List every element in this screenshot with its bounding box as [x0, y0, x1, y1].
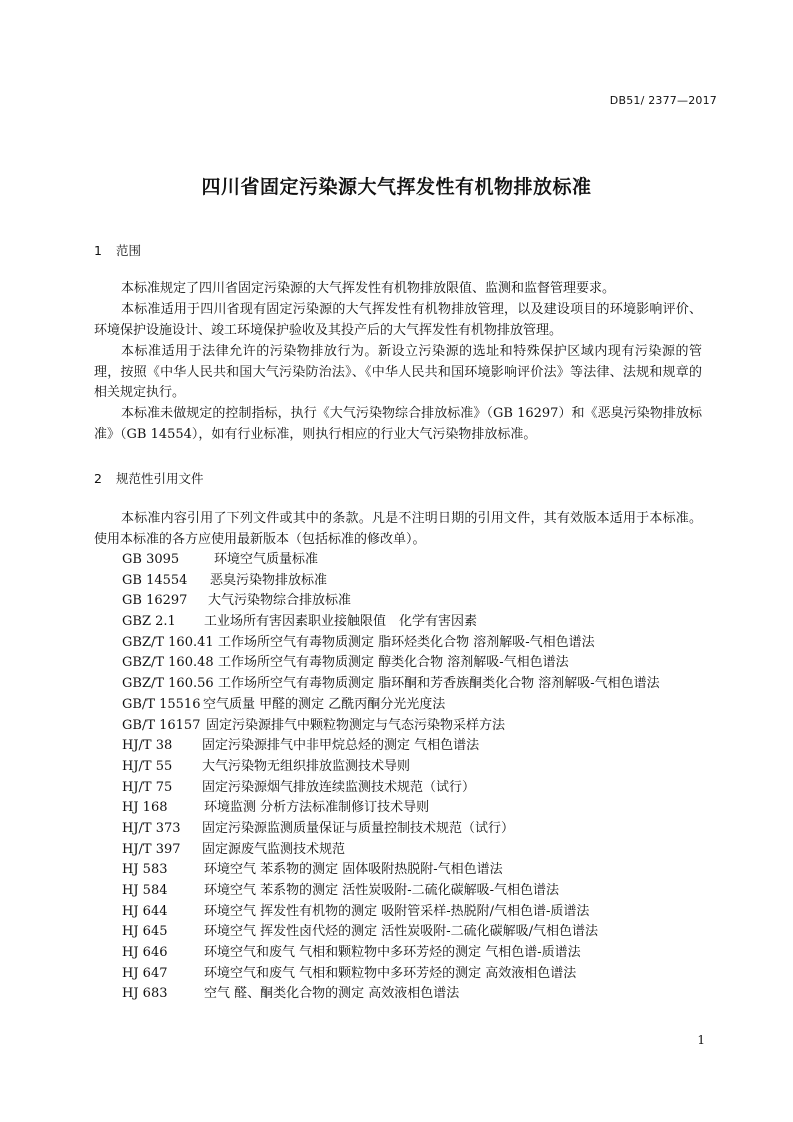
section-1-heading	[94, 241, 141, 259]
section-1-paragraph-2: 本标准适用于四川省现有固定污染源的大气挥发性有机物排放管理，以及建设项目的环境影响评价、环境保护设施设计、竣工环境保护验收及其投产后的大气挥发性有机物排放管理。	[94, 302, 702, 338]
reference-item	[122, 633, 660, 654]
section-1-number: 1	[94, 243, 102, 258]
reference-code: HJ/T 75	[122, 779, 173, 795]
reference-name: 空气 醛、酮类化合物的测定 高效液相色谱法	[204, 986, 460, 1002]
reference-name: 固定污染源烟气排放连续监测技术规范（试行）	[202, 779, 476, 795]
reference-item	[122, 881, 660, 902]
reference-name: 空气质量 甲醛的测定 乙酰丙酮分光光度法	[203, 696, 446, 712]
reference-code: HJ 583	[122, 862, 168, 878]
reference-item	[122, 550, 660, 571]
reference-name: 固定源废气监测技术规范	[202, 841, 346, 857]
reference-code: HJ 683	[122, 986, 168, 1002]
section-2-title: 规范性引用文件	[116, 471, 204, 486]
reference-item	[122, 860, 660, 881]
reference-code: HJ/T 397	[122, 841, 181, 857]
reference-name: 固定污染源排气中颗粒物测定与气态污染物采样方法	[206, 717, 506, 733]
reference-code: GBZ/T 160.56	[122, 676, 214, 692]
reference-item	[122, 695, 660, 716]
reference-item	[122, 674, 660, 695]
reference-code: GB 3095	[122, 552, 180, 567]
reference-code: HJ 646	[122, 945, 168, 961]
reference-code: GBZ/T 160.41	[122, 634, 214, 650]
reference-code: GBZ 2.1	[122, 614, 176, 630]
reference-item	[122, 716, 660, 737]
document-title: 四川省固定污染源大气挥发性有机物排放标准	[201, 176, 592, 198]
section-2-number: 2	[94, 471, 102, 486]
reference-name: 环境空气和废气 气相和颗粒物中多环芳烃的测定 高效液相色谱法	[204, 965, 577, 981]
section-1-paragraph-3: 本标准适用于法律允许的污染物排放行为。新设立污染源的选址和特殊保护区域内现有污染源的管理，按照《中华人民共和国大气污染防治法》、《中华人民共和国环境影响评价法》等法律、法规和规章的相关规定执行。	[94, 344, 702, 400]
reference-code: HJ 584	[122, 883, 168, 898]
reference-item	[122, 964, 660, 985]
reference-item	[122, 819, 660, 840]
reference-name: 固定污染源监测质量保证与质量控制技术规范（试行）	[202, 820, 515, 836]
reference-item	[122, 591, 660, 612]
reference-code: HJ 644	[122, 903, 168, 919]
reference-code: GB 14554	[122, 572, 188, 588]
reference-item	[122, 922, 660, 943]
reference-item	[122, 943, 660, 964]
section-1-paragraph-4: 本标准未做规定的控制指标，执行《大气污染物综合排放标准》（GB 16297）和《恶臭污染物排放标准》（GB 14554），如有行业标准，则执行相应的行业大气污染物排放标准。	[94, 406, 702, 442]
reference-code: GB/T 15516	[122, 696, 201, 712]
reference-name: 环境空气 苯系物的测定 固体吸附热脱附-气相色谱法	[204, 862, 503, 878]
normative-reference-list	[122, 550, 660, 1005]
reference-item	[122, 902, 660, 923]
reference-name: 工作场所空气有毒物质测定 脂环烃类化合物 溶剂解吸-气相色谱法	[218, 634, 595, 650]
reference-code: HJ/T 38	[122, 738, 173, 754]
reference-item	[122, 798, 660, 819]
reference-code: HJ/T 373	[122, 820, 181, 836]
reference-item	[122, 736, 660, 757]
reference-item	[122, 840, 660, 861]
page-number: 1	[697, 1033, 705, 1047]
reference-name: 大气污染物无组织排放监测技术导则	[202, 758, 411, 774]
reference-name: 环境监测 分析方法标准制修订技术导则	[204, 800, 430, 816]
reference-item	[122, 778, 660, 799]
reference-code: GB 16297	[122, 593, 188, 609]
reference-name: 工业场所有害因素职业接触限值 化学有害因素	[204, 614, 478, 630]
reference-name: 大气污染物综合排放标准	[208, 593, 352, 609]
reference-code: HJ 645	[122, 924, 168, 940]
reference-item	[122, 653, 660, 674]
reference-name: 环境空气和废气 气相和颗粒物中多环芳烃的测定 气相色谱-质谱法	[204, 945, 581, 961]
reference-name: 恶臭污染物排放标准	[210, 572, 328, 588]
reference-code: GBZ/T 160.48	[122, 655, 214, 671]
reference-name: 固定污染源排气中非甲烷总烃的测定 气相色谱法	[202, 738, 480, 754]
reference-name: 工作场所空气有毒物质测定 醇类化合物 溶剂解吸-气相色谱法	[218, 655, 569, 671]
document-code: DB51/ 2377—2017	[609, 94, 717, 107]
reference-item	[122, 984, 660, 1005]
reference-item	[122, 612, 660, 633]
reference-item	[122, 757, 660, 778]
reference-name: 环境空气 苯系物的测定 活性炭吸附-二硫化碳解吸-气相色谱法	[204, 883, 560, 898]
reference-code: GB/T 16157	[122, 717, 201, 733]
reference-name: 工作场所空气有毒物质测定 脂环酮和芳香族酮类化合物 溶剂解吸-气相色谱法	[218, 676, 660, 692]
reference-code: HJ 168	[122, 800, 168, 816]
section-2-paragraph-1: 本标准内容引用了下列文件或其中的条款。凡是不注明日期的引用文件，其有效版本适用于本标准。使用本标准的各方应使用最新版本（包括标准的修改单）。	[94, 511, 702, 547]
reference-item	[122, 571, 660, 592]
reference-code: HJ 647	[122, 965, 168, 981]
section-1-paragraph-1: 本标准规定了四川省固定污染源的大气挥发性有机物排放限值、监测和监督管理要求。	[121, 281, 616, 296]
reference-name: 环境空气质量标准	[214, 552, 319, 567]
reference-name: 环境空气 挥发性有机物的测定 吸附管采样-热脱附/气相色谱-质谱法	[204, 903, 590, 919]
reference-code: HJ/T 55	[122, 758, 173, 774]
section-1-title: 范围	[116, 243, 142, 258]
section-2-heading	[94, 469, 204, 487]
reference-name: 环境空气 挥发性卤代烃的测定 活性炭吸附-二硫化碳解吸/气相色谱法	[204, 924, 599, 940]
